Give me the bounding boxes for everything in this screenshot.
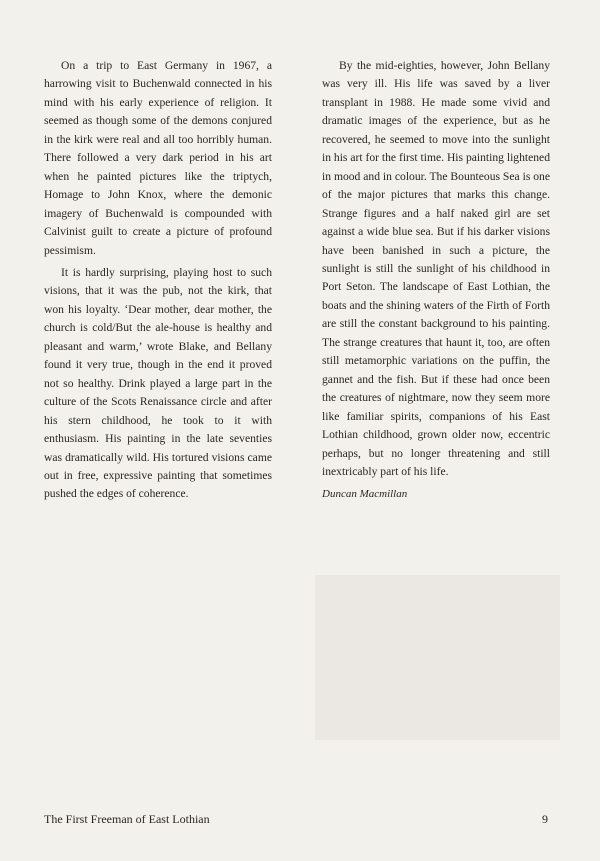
author-signature: Duncan Macmillan (322, 488, 408, 501)
footer-title: The First Freeman of East Lothian (44, 812, 210, 826)
show-through-shadow (315, 575, 560, 740)
paragraph: It is hardly surprising, playing host to such visions, that it was the pub, not the kirk, that won his loyalty. ‘Dear mother, dear mother, the church is cold/But the ale-house is healthy and pleasant and warm,’ wrote Blake, and Bellany found it very true, though in the end it proved not so healthy. Drink played a large part in the culture of the Scots Renaissance circle and after his stern childhood, he took to it with enthusiasm. His painting in the late seventies was dramatically wild. His tortured visions came out in free, expressive painting that sometimes pushed the edges of coherence. (44, 265, 272, 501)
page-footer (44, 812, 548, 827)
right-column (322, 57, 550, 504)
page-number: 9 (542, 812, 548, 826)
left-column (44, 57, 272, 504)
paragraph: On a trip to East Germany in 1967, a harrowing visit to Buchenwald connected in his mind with his early experience of religion. It seemed as though some of the demons conjured in the kirk were real and all too horribly human. There followed a very dark period in his art when he painted pictures like the triptych, Homage to John Knox, where the demonic imagery of Buchenwald is compounded with Calvinist guilt to create a picture of profound pessimism. (44, 59, 272, 257)
paragraph: By the mid-eighties, however, John Bellany was very ill. His life was saved by a liver transplant in 1988. He made some vivid and dramatic images of the experience, but as he recovered, he seemed to move into the sunlight in his art for the first time. His painting lightened in mood and in colour. The Bounteous Sea is one of the major pictures that marks this change. Strange figures and a half naked girl are set against a wide blue sea. But if his darker visions have been banished in such a picture, the sunlight is still the sunlight of his childhood in Port Seton. The landscape of East Lothian, the boats and the shining waters of the Firth of Forth are still the constant background to his painting. The strange creatures that haunt it, too, are often still metamorphic variations on the puffin, the gannet and the fish. But if these had once been the creatures of nightmare, now they seem more like familiar spirits, companions of his East Lothian childhood, grown older now, eccentric perhaps, but no longer threatening and still inextricably part of his life. (322, 59, 550, 478)
